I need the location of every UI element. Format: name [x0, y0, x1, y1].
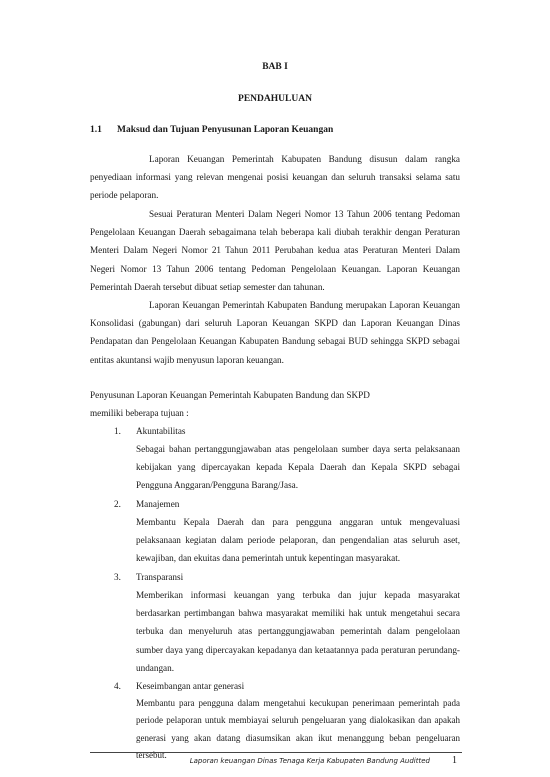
goal-text: Membantu Kepala Daerah dan para pengguna anggaran untuk mengevaluasi pelaksanaan kegiatan dalam periode pelaporan, dan pengendalian atas seluruh aset, kewajiban, dan ekuitas dana pemerintah untuk kepentingan masyarakat. [136, 517, 460, 564]
section-number: 1.1 [90, 125, 102, 135]
section-title: Maksud dan Tujuan Penyusunan Laporan Keuangan [117, 125, 334, 135]
goal-number: 1. [114, 426, 121, 436]
goal-title: Manajemen [136, 499, 180, 509]
chapter-title: PENDAHULUAN [238, 94, 312, 104]
goal-title: Keseimbangan antar generasi [136, 681, 245, 691]
footer-divider [90, 752, 462, 753]
goal-text: Sebagai bahan pertanggungjawaban atas pengelolaan sumber daya serta pelaksanaan kebijakan yang dipercayakan kepada Kepala Daerah dan Kepala SKPD sebagai Pengguna Anggaran/Pengguna Barang/Jasa. [136, 444, 460, 491]
paragraph-1: Laporan Keuangan Pemerintah Kabupaten Bandung disusun dalam rangka penyediaan informasi yang relevan mengenai posisi keuangan dan seluruh transaksi selama satu periode pelaporan. [90, 154, 460, 201]
goal-text: Membantu para pengguna dalam mengetahui kecukupan penerimaan pemerintah pada periode pelaporan untuk membiayai seluruh pengeluaran yang dialokasikan dan apakah generasi yang akan datang diasumsikan akan ikut menanggung beban pengeluaran tersebut. [136, 698, 460, 761]
goal-title: Akuntabilitas [136, 426, 186, 436]
chapter-heading: BAB I [262, 62, 288, 72]
goals-intro-line-2: memiliki beberapa tujuan : [90, 408, 189, 418]
goals-intro-line-1: Penyusunan Laporan Keuangan Pemerintah Kabupaten Bandung dan SKPD [90, 390, 370, 400]
goal-number: 2. [114, 499, 121, 509]
goal-number: 3. [114, 572, 121, 582]
goal-title: Transparansi [136, 572, 184, 582]
footer-text: Laporan keuangan Dinas Tenaga Kerja Kabupaten Bandung Auditted [189, 757, 430, 765]
goal-number: 4. [114, 681, 121, 691]
paragraph-3: Laporan Keuangan Pemerintah Kabupaten Bandung merupakan Laporan Keuangan Konsolidasi (gabungan) dari seluruh Laporan Keuangan SKPD dan Laporan Keuangan Dinas Pendapatan dan Pengelolaan Keuangan Kabupaten Bandung sebagai BUD sehingga SKPD sebagai entitas akuntansi wajib menyusun laporan keuangan. [90, 300, 460, 365]
page-number: 1 [452, 755, 457, 766]
paragraph-2: Sesuai Peraturan Menteri Dalam Negeri Nomor 13 Tahun 2006 tentang Pedoman Pengelolaan Keuangan Daerah sebagaimana telah beberapa kali diubah terakhir dengan Peraturan Menteri Dalam Negeri Nomor 21 Tahun 2011 Perubahan kedua atas Peraturan Menteri Dalam Negeri Nomor 13 Tahun 2006 tentang Pedoman Pengelolaan Keuangan. Laporan Keuangan Pemerintah Daerah tersebut dibuat setiap semester dan tahunan. [90, 209, 460, 292]
goal-text: Memberikan informasi keuangan yang terbuka dan jujur kepada masyarakat berdasarkan pertimbangan bahwa masyarakat memiliki hak untuk mengetahui secara terbuka dan menyeluruh atas pertanggungjawaban pemerintah dalam pengelolaan sumber daya yang dipercayakan kepadanya dan ketaatannya pada peraturan perundang-undangan. [136, 590, 460, 673]
